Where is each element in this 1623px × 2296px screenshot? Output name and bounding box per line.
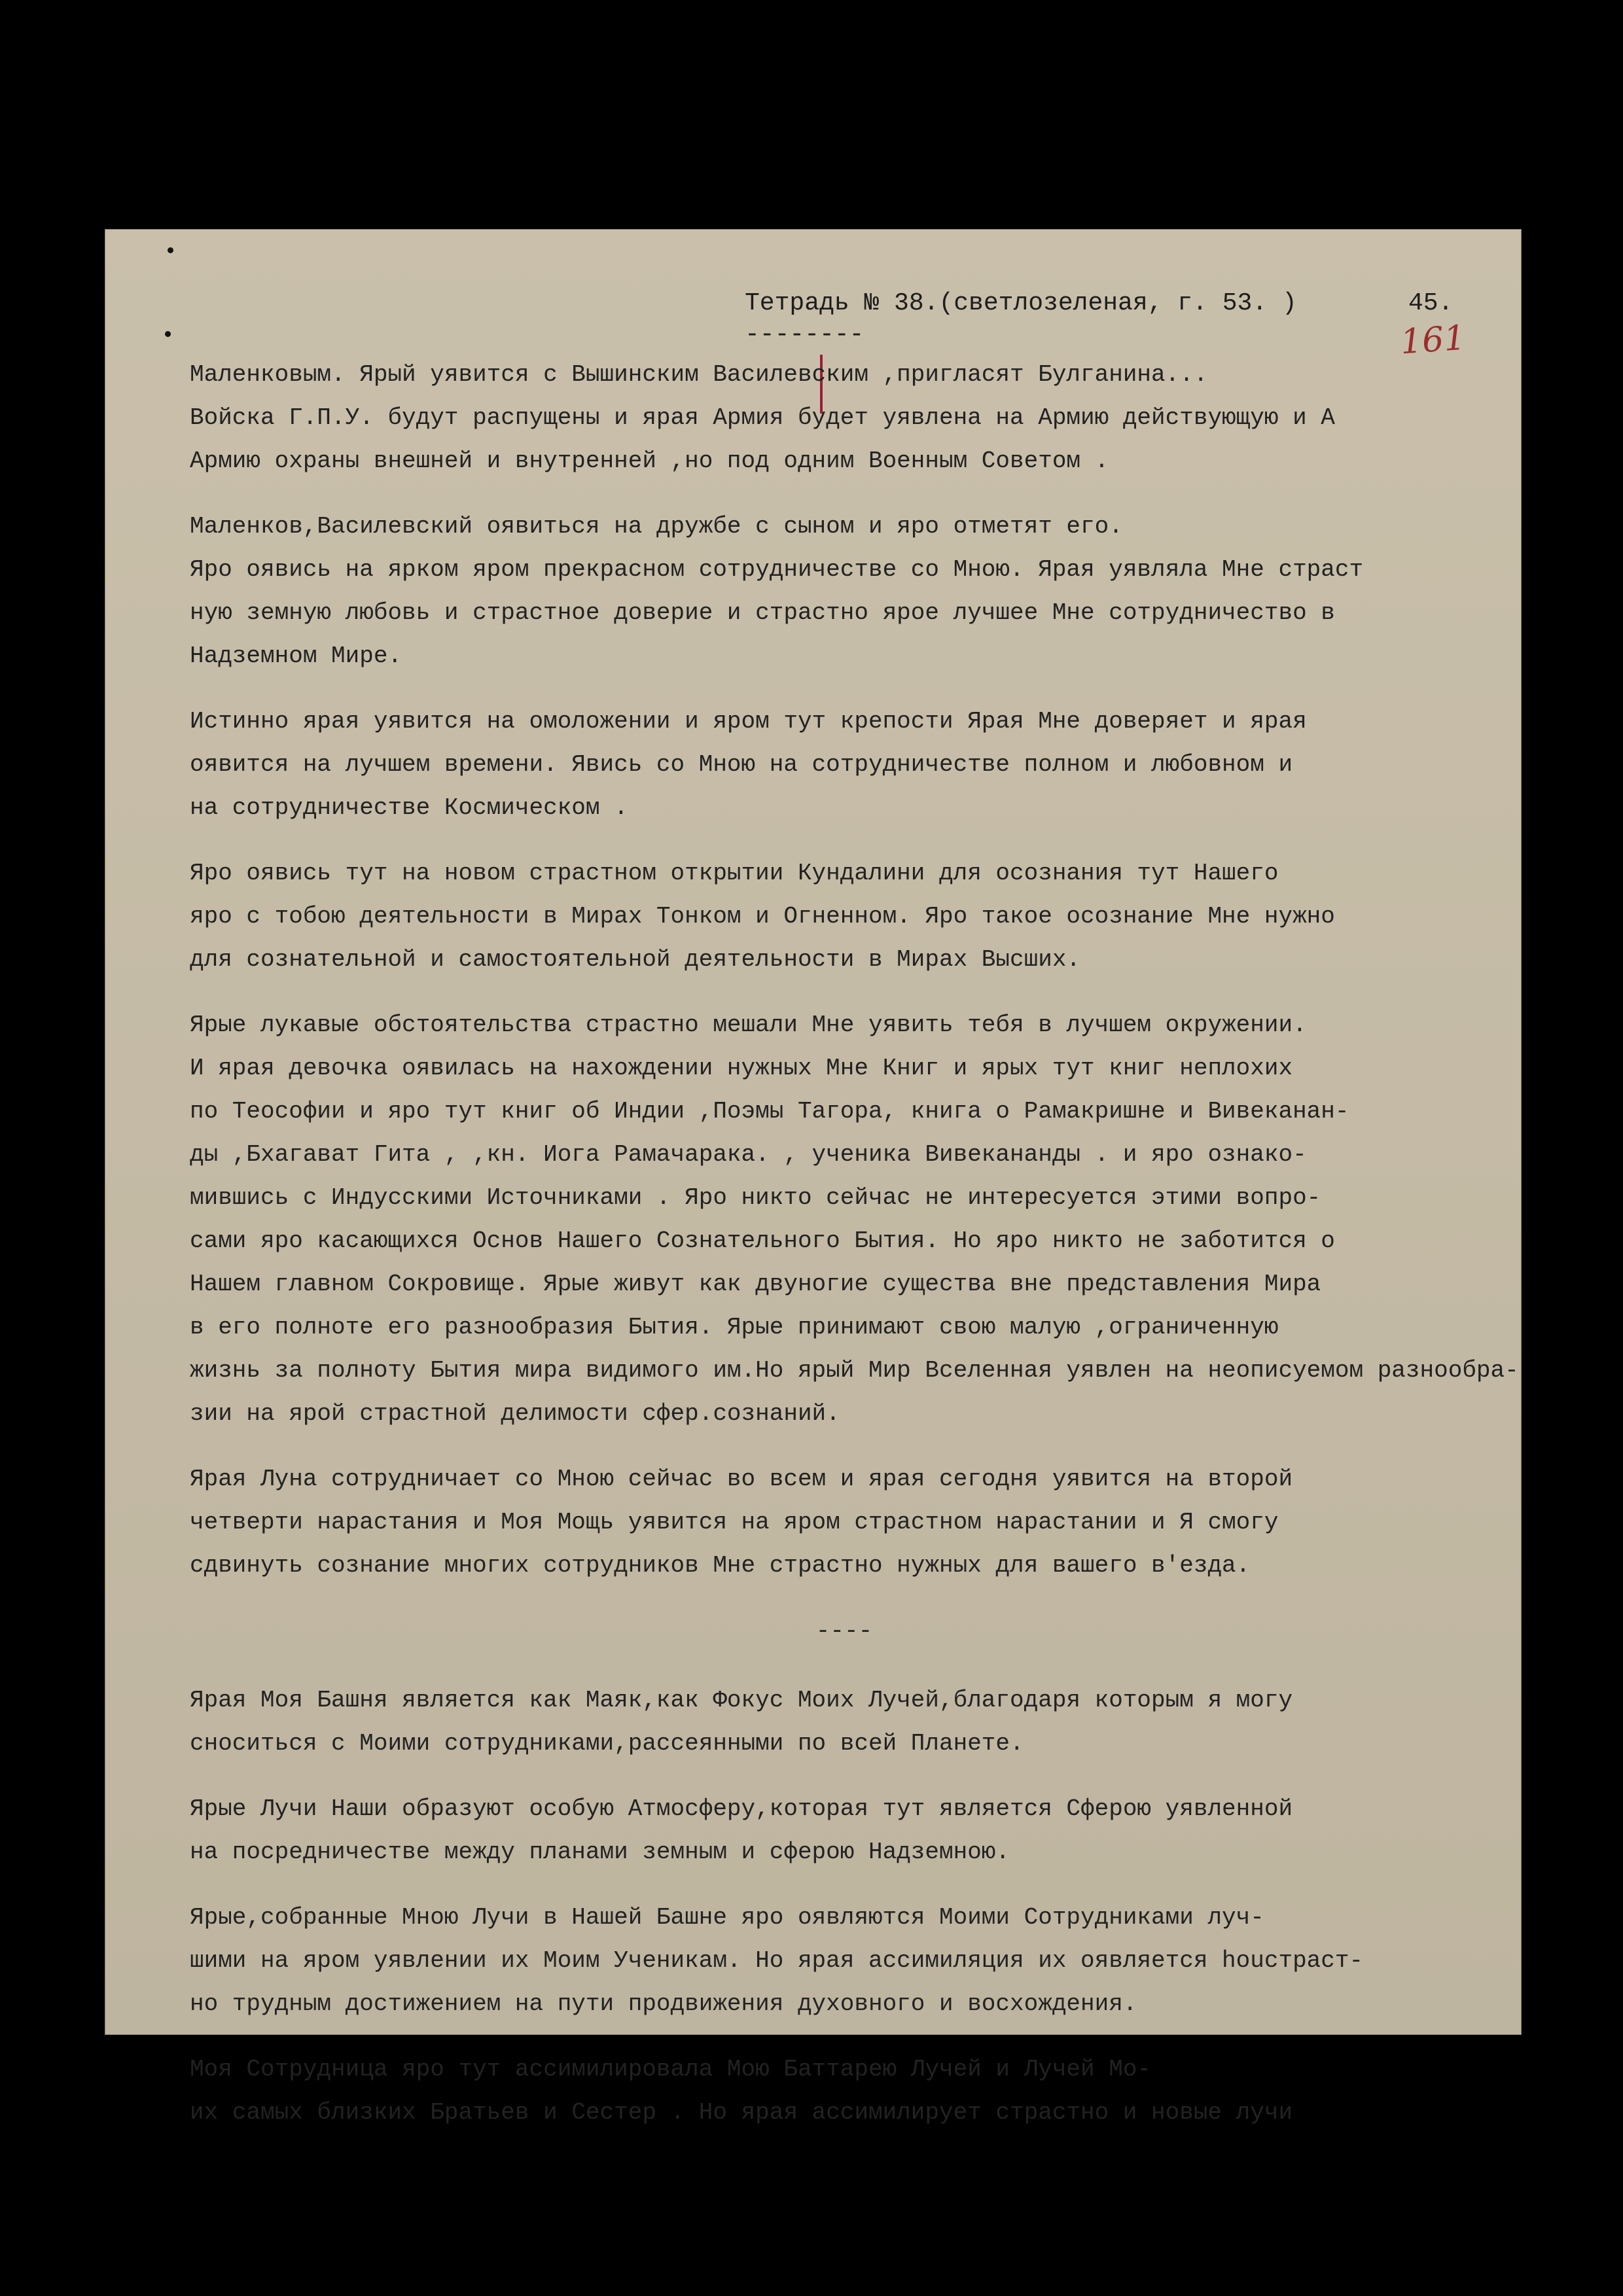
text-line: сдвинуть сознание многих сотрудников Мне страстно нужных для вашего в'езда. (190, 1552, 1251, 1579)
punch-hole-mark (165, 331, 171, 337)
paragraph (190, 700, 1499, 830)
text-line: сами яро касающихся Основ Нашего Сознательного Бытия. Но яро никто не заботится о (190, 1227, 1335, 1254)
paragraph (190, 1788, 1499, 1874)
text-line: Армию охраны внешней и внутренней ,но под одним Военным Советом . (190, 448, 1109, 474)
notebook-title: Тетрадь № 38.(светлозеленая, г. 53. ) (745, 289, 1297, 317)
page-number: 45. (1408, 289, 1454, 317)
text-line: четверти нарастания и Моя Мощь уявится на яром страстном нарастании и Я смогу (190, 1509, 1279, 1536)
text-line: зии на ярой страстной делимости сфер.сознаний. (190, 1400, 840, 1427)
text-line: шими на яром уявлении их Моим Ученикам. Но ярая ассимиляция их оявляется houстраст- (190, 1947, 1364, 1974)
paragraph (190, 852, 1499, 981)
text-line: Ярая Луна сотрудничает со Мною сейчас во всем и ярая сегодня уявится на второй (190, 1466, 1293, 1492)
text-line: Маленков,Василевский оявиться на дружбе с сыном и яро отметят его. (190, 513, 1123, 540)
text-line: но трудным достижением на пути продвижения духовного и восхождения. (190, 1990, 1137, 2017)
text-line: Войска Г.П.У. будут распущены и ярая Армия будет уявлена на Армию действующую и А (190, 404, 1335, 431)
paragraph (190, 1458, 1499, 1587)
text-line: И ярая девочка оявилась на нахождении нужных Мне Книг и ярых тут книг неплохих (190, 1055, 1293, 1082)
text-line: их самых близких Братьев и Сестер . Но ярая ассимилирует страстно и новые лучи (190, 2099, 1293, 2126)
text-line: яро с тобою деятельности в Мирах Тонком и Огненном. Яро такое осознание Мне нужно (190, 903, 1335, 930)
text-line: для сознательной и самостоятельной деятельности в Мирах Высших. (190, 946, 1081, 973)
text-line: Истинно ярая уявится на омоложении и яром тут крепости Ярая Мне доверяет и ярая (190, 708, 1307, 735)
text-line: Маленковым. Ярый уявится с Вышинским Василевским ,пригласят Булганина... (190, 361, 1208, 388)
text-line: на сотрудничестве Космическом . (190, 794, 628, 821)
text-line: Ярые,собранные Мною Лучи в Нашей Башне яро оявляются Моими Сотрудниками луч- (190, 1904, 1264, 1931)
title-underline: -------- (745, 321, 865, 349)
paragraph (190, 505, 1499, 678)
text-line: сноситься с Моими сотрудниками,рассеянными по всей Планете. (190, 1730, 1024, 1757)
text-line: мившись с Индусскими Источниками . Яро никто сейчас не интересуется этими вопро- (190, 1184, 1321, 1211)
text-line: оявится на лучшем времени. Явись со Мною на сотрудничестве полном и любовном и (190, 751, 1293, 778)
document-page (105, 229, 1522, 2126)
text-line: Моя Сотрудница яро тут ассимилировала Мою Баттарею Лучей и Лучей Мо- (190, 2056, 1152, 2083)
text-line: Ярые лукавые обстоятельства страстно мешали Мне уявить тебя в лучшем окружении. (190, 1012, 1307, 1038)
text-line: Яро оявись тут на новом страстном открытии Кундалини для осознания тут Нашего (190, 860, 1279, 887)
text-line: жизнь за полноту Бытия мира видимого им.Но ярый Мир Вселенная уявлен на неописуемом разнообра- (190, 1357, 1519, 1384)
paragraph (190, 2048, 1499, 2134)
text-line: ды ,Бхагават Гита , ,кн. Иога Рамачарака. , ученика Вивекананды . и яро ознако- (190, 1141, 1307, 1168)
paragraph (190, 353, 1499, 483)
paragraph (190, 1004, 1519, 1436)
text-line: Ярая Моя Башня является как Маяк,как Фокус Моих Лучей,благодаря которым я могу (190, 1687, 1293, 1714)
text-line: в его полноте его разнообразия Бытия. Ярые принимают свою малую ,ограниченную (190, 1314, 1279, 1341)
archive-number-handwritten: 161 (1399, 318, 1467, 362)
text-line: по Теософии и яро тут книг об Индии ,Поэмы Тагора, книга о Рамакришне и Вивеканан- (190, 1098, 1349, 1125)
typed-text-body (190, 353, 1519, 2157)
paragraph (190, 1679, 1499, 1765)
text-line: Яро оявись на ярком яром прекрасном сотрудничестве со Мною. Ярая уявляла Мне страст (190, 556, 1364, 583)
punch-hole-mark (168, 247, 173, 253)
text-line: ную земную любовь и страстное доверие и страстно ярое лучшее Мне сотрудничество в (190, 599, 1335, 626)
text-line: на посредничестве между планами земным и сферою Надземною. (190, 1839, 1010, 1865)
text-line: Ярые Лучи Наши образуют особую Атмосферу,которая тут является Сферою уявленной (190, 1795, 1293, 1822)
text-line: Нашем главном Сокровище. Ярые живут как двуногие существа вне представления Мира (190, 1271, 1321, 1298)
section-divider: ---- (815, 1617, 873, 1644)
paragraph (190, 1896, 1499, 2026)
text-line: Надземном Мире. (190, 643, 402, 669)
